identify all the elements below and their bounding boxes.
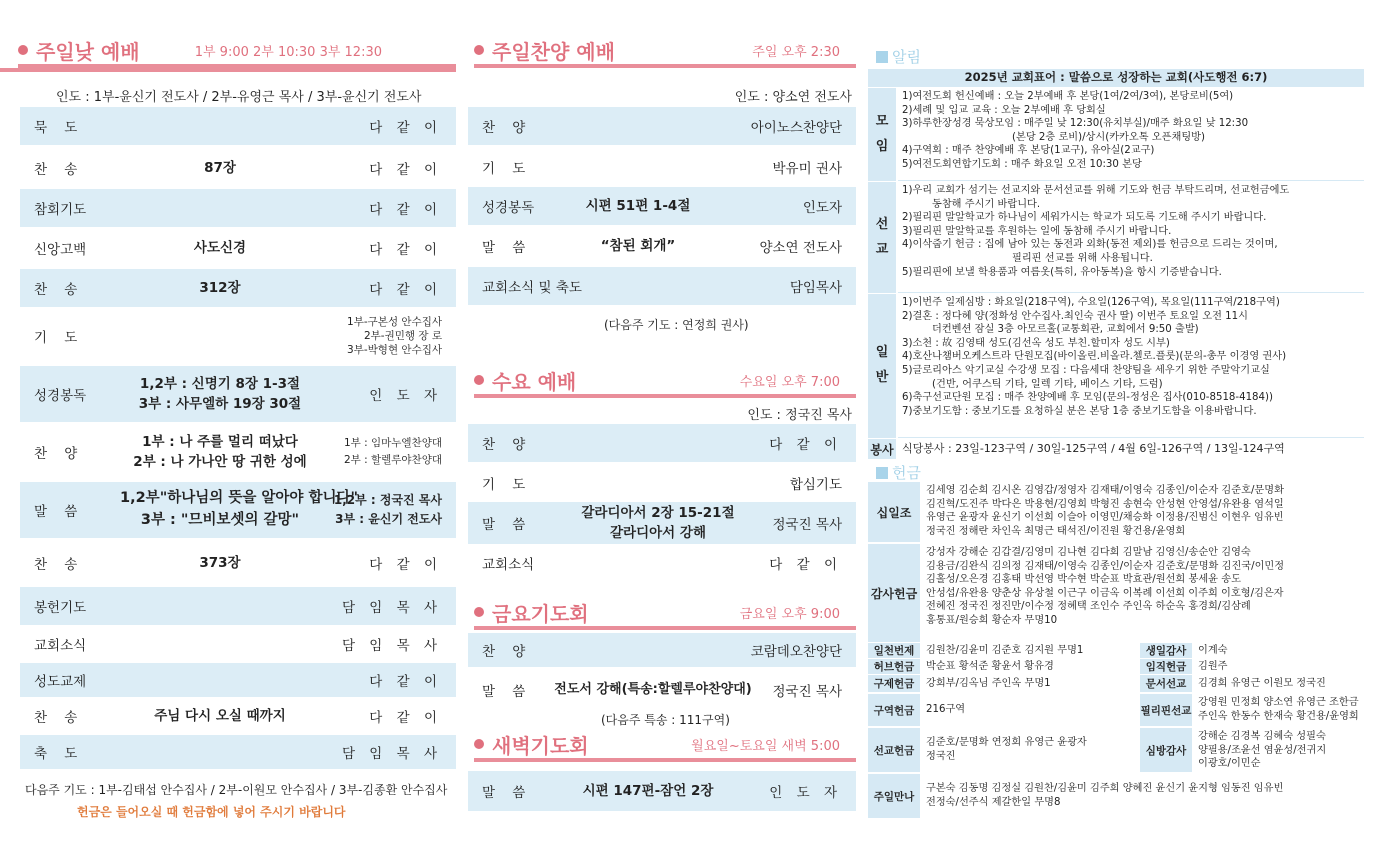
offerings-heading-text: 헌금 (892, 464, 921, 482)
sunday-row-responsible: 다 같 이 (369, 282, 442, 298)
notice-line: 3)필리핀 말알학교를 후원하는 일에 동참해 주시기 바랍니다. (902, 225, 1172, 237)
wednesday-title: 수요 예배 (492, 370, 577, 394)
offering-names-line: 양필용/조윤선 염윤성/전귀지 (1198, 744, 1327, 756)
praise-next-prayer: (다음주 기도 : 연정희 권사) (604, 318, 749, 332)
offering-names-line: 강성자 강해순 김갑결/김영미 김나현 김다희 김말남 김영신/송순안 김영숙 (926, 547, 1251, 558)
offering-names (1194, 675, 1364, 692)
sunday-row-content (120, 374, 320, 415)
sunday-row-label: 참회기도 (34, 202, 87, 218)
sunday-row-responsible: 다 같 이 (369, 162, 442, 178)
offering-label: 구역헌금 (868, 694, 920, 726)
sunday-rule (0, 68, 456, 72)
praise-order-row (468, 227, 856, 265)
notice-line: 2)세례 및 입교 교육 : 오늘 2부예배 후 당회실 (902, 104, 1106, 116)
offering-names-line: 홍통표/원승희 황순자 무명10 (926, 614, 1058, 626)
praise-row-responsible: 양소연 전도사 (759, 240, 842, 256)
praise-row-label: 교회소식 및 축도 (482, 280, 582, 296)
offering-names-line: 김원주 (1198, 661, 1228, 672)
sunday-row-responsible (344, 435, 442, 469)
offering-label: 허브헌금 (868, 659, 920, 674)
praise-title: 주일찬양 예배 (492, 40, 615, 64)
sunday-row-label: 찬 송 (34, 557, 78, 573)
wednesday-row-responsible: 합심기도 (789, 477, 842, 493)
wednesday-row-label: 기 도 (482, 477, 526, 493)
notice-line: 2)결혼 : 정다혜 양(정화성 안수집사.최인숙 권사 딸) 이번주 토요일 오전 11시 (902, 310, 1248, 322)
sunday-order-row (20, 663, 456, 697)
offering-names-line: 강희부/김옥님 주인옥 무명1 (926, 678, 1051, 689)
sunday-row-content-line: 2부 : 나 가나안 땅 귀한 성에 (133, 454, 307, 470)
friday-row-content: 전도서 강해(특송:할렐루야찬양대) (554, 682, 752, 698)
notice-line: 7)중보기도함 : 중보기도를 요청하실 분은 본당 1층 중보기도함을 이용바랍니다. (902, 405, 1257, 417)
offering-names-line: 김경희 유영근 이원모 정국진 (1198, 678, 1326, 689)
praise-order-row (468, 267, 856, 305)
bullet-icon (474, 739, 484, 749)
notice-line: (건반, 어쿠스틱 기타, 일렉 기타, 베이스 기타, 드럼) (932, 378, 1163, 390)
offering-names-line: 정국진 (926, 751, 956, 762)
praise-row-label: 성경봉독 (482, 200, 535, 216)
sunday-row-responsible-line: 3부 : 윤신기 전도사 (335, 512, 442, 526)
dawn-row-responsible: 인 도 자 (769, 785, 842, 801)
offering-names (1194, 643, 1364, 658)
praise-row-responsible: 담임목사 (789, 280, 842, 296)
notice-line: 4)이삭줍기 헌금 : 집에 남아 있는 동전과 외화(동전 제외)를 헌금으로 드리는 것이며, (902, 239, 1278, 251)
friday-section-header (474, 594, 856, 630)
sunday-row-label: 성경봉독 (34, 388, 87, 404)
dawn-order-row (468, 771, 856, 811)
dawn-row-content: 시편 147편-잠언 2장 (582, 782, 714, 799)
offering-names (922, 774, 1364, 818)
offering-names (922, 643, 1138, 658)
friday-row-responsible: 코람데오찬양단 (750, 644, 842, 660)
sunday-order-row (20, 189, 456, 227)
offering-names-line: 김원찬/김윤미 김준호 김지원 무명1 (926, 645, 1084, 656)
offering-names-line: 유영근 윤광자 윤신기 이선희 이슬아 이영민/채승화 이정용/진범신 이현우 임유빈 (926, 512, 1284, 524)
friday-next-special: (다음주 특송 : 111구역) (601, 713, 730, 727)
notice-group-body (898, 294, 1364, 438)
offering-names-line: 안성섭/유완용 양춘상 유상철 이근구 이금옥 이복례 이선희 이주희 이호형/김은자 (926, 587, 1284, 599)
praise-row-label: 기 도 (482, 161, 526, 177)
offering-names (1194, 694, 1364, 726)
notice-group-label-char: 임 (875, 138, 889, 154)
offering-label: 선교헌금 (868, 728, 920, 772)
sunday-row-responsible-line: 3부-박형현 안수집사 (347, 344, 442, 357)
sunday-row-responsible-line: 1부 : 임마누엘찬양대 (343, 437, 442, 450)
sunday-row-content: 312장 (199, 279, 241, 296)
sunday-order-row (20, 149, 456, 187)
wednesday-order-row (468, 502, 856, 544)
offering-label: 문서선교 (1140, 675, 1192, 692)
wednesday-row-content-line: 갈라디아서 2장 15-21절 (581, 504, 735, 521)
praise-order-row (468, 187, 856, 225)
praise-leader: 인도 : 양소연 전도사 (734, 90, 852, 105)
sunday-order-row (20, 107, 456, 145)
offering-names (1194, 659, 1364, 674)
service-body: 식당봉사 : 23일-123구역 / 30일-125구역 / 4월 6일-126구역 / 13일-124구역 (898, 439, 1364, 459)
praise-order-row (468, 107, 856, 145)
sunday-row-responsible: 다 같 이 (369, 242, 442, 258)
praise-row-responsible: 아이노스찬양단 (750, 120, 842, 136)
sunday-row-responsible: 담 임 목 사 (341, 746, 442, 762)
sunday-row-content: 373장 (199, 554, 241, 571)
sunday-row-label: 신앙고백 (34, 242, 87, 258)
sunday-row-content (120, 488, 359, 532)
offering-label: 구제헌금 (868, 675, 920, 692)
notice-line: 5)여전도회연합기도회 : 매주 화요일 오전 10:30 본당 (902, 158, 1142, 170)
wednesday-row-label: 교회소식 (482, 557, 535, 573)
church-motto-banner (868, 69, 1364, 87)
sunday-row-label: 교회소식 (34, 638, 87, 654)
sunday-row-responsible-line: 2부 : 할렐루야찬양대 (343, 454, 442, 466)
notice-line: 필리핀 선교를 위해 사용됩니다. (1012, 252, 1153, 264)
sunday-row-responsible-line: 1,2부 : 정국진 목사 (333, 492, 442, 507)
notice-line: 6)축구선교단원 모집 : 매주 찬양예배 후 모임(문의-정성은 집사(010-8518-4184)) (902, 392, 1273, 404)
bullet-icon (474, 375, 484, 385)
sunday-row-responsible (334, 491, 442, 529)
notice-line: 동참해 주시기 바랍니다. (932, 198, 1041, 210)
sunday-row-content-line: 3부 : "므비보셋의 갈망" (140, 512, 300, 528)
sunday-order-row (20, 587, 456, 625)
offering-names-line: 이계숙 (1198, 645, 1228, 656)
offering-label: 임직헌금 (1140, 659, 1192, 674)
notice-group-body (898, 88, 1364, 181)
offering-label: 필리핀선교 (1140, 694, 1192, 726)
bullet-icon (18, 45, 28, 55)
sunday-order-row (20, 309, 456, 363)
sunday-row-responsible: 다 같 이 (369, 674, 442, 690)
offering-names-line: 박순표 황석준 황윤서 황유경 (926, 661, 1054, 672)
friday-time: 금요일 오후 9:00 (739, 607, 840, 622)
praise-row-label: 찬 양 (482, 120, 526, 136)
offering-names-line: 김홀성/오은경 김홍태 박선영 박수현 박순표 박효관/원선희 봉세윤 송도 (926, 574, 1241, 586)
praise-section-header (474, 32, 856, 68)
wednesday-row-responsible: 다 같 이 (769, 437, 842, 453)
praise-time: 주일 오후 2:30 (752, 45, 840, 60)
sunday-order-row (20, 699, 456, 733)
dawn-time: 월요일~토요일 새벽 5:00 (691, 739, 840, 754)
notice-group-label-char: 일 (875, 345, 889, 361)
sunday-times: 1부 9:00 2부 10:30 3부 12:30 (194, 45, 382, 60)
friday-row-label: 찬 양 (482, 644, 526, 660)
offering-names-line: 216구역 (926, 704, 966, 716)
sunday-row-label: 말 씀 (34, 504, 78, 520)
square-bullet-icon (876, 467, 888, 479)
offering-names-line: 김준호/문명화 연정희 유영근 윤광자 (926, 737, 1087, 749)
offering-names-line: 전혜진 정국진 정진만/이수정 정혜택 조인수 주인옥 하순옥 홍경희/김삼례 (926, 601, 1251, 613)
offering-label: 일천번제 (868, 643, 920, 658)
friday-title: 금요기도회 (492, 602, 589, 626)
sunday-row-label: 봉헌기도 (34, 600, 87, 616)
offerings-heading (876, 462, 921, 483)
church-motto: 2025년 교회표어 : 말씀으로 성장하는 교회(사도행전 6:7) (964, 70, 1268, 84)
notice-group-label-char: 모 (875, 113, 889, 129)
notice-line: 1)이번주 일제심방 : 화요일(218구역), 수요일(126구역), 목요일(111구역/218구역) (902, 297, 1280, 308)
offering-names-line: 김용금/김완식 김의정 김재태/이영숙 김종인/이순자 김준호/문명화 김진국/이민정 (926, 560, 1285, 572)
notice-group-label (868, 294, 896, 438)
notice-line: 더컨벤션 잠실 3층 아모르홀(교통회관, 교회에서 9:50 출발) (932, 324, 1199, 336)
praise-row-responsible: 인도자 (802, 200, 842, 216)
praise-row-responsible: 박유미 권사 (772, 161, 842, 177)
sunday-row-responsible-line: 1부-구본성 안수집사 (347, 315, 442, 328)
notice-line: (본당 2층 로비)/상시(카카오톡 오픈채팅방) (1012, 131, 1205, 143)
sunday-row-responsible-line: 2부-권민행 장 로 (363, 329, 442, 342)
notice-line: 3)소천 : 故 김영태 성도(김선옥 성도 부친.할미자 성도 시부) (902, 337, 1170, 349)
wednesday-leader: 인도 : 정국진 목사 (747, 408, 852, 423)
bullet-icon (474, 45, 484, 55)
sunday-leader: 인도 : 1부-윤신기 전도사 / 2부-유영근 목사 / 3부-윤신기 전도사 (56, 90, 422, 105)
sunday-row-responsible: 담 임 목 사 (341, 638, 442, 654)
sunday-row-responsible: 인 도 자 (369, 388, 442, 404)
sunday-row-content-line: 1부 : 나 주를 멀리 떠났다 (142, 433, 298, 450)
sunday-row-content-line: 3부 : 사무엘하 19장 30절 (138, 396, 302, 412)
offering-label: 감사헌금 (868, 544, 920, 642)
offering-names (922, 694, 1138, 726)
offering-names-line: 전정숙/선주식 제갈한일 무명8 (926, 797, 1061, 808)
notices-heading-text: 알림 (892, 48, 921, 66)
offering-names-line: 구본숙 김동명 김정실 김원찬/김윤미 김주희 양혜진 윤신기 윤지형 임동진 임유빈 (926, 783, 1284, 795)
sunday-row-responsible (347, 315, 442, 358)
offering-names-line: 김세영 김순희 김시온 김영갑/정영자 김재태/이영숙 김종인/이순자 김준호/문명화 (926, 485, 1284, 496)
sunday-row-label: 찬 양 (34, 446, 78, 462)
notice-line: 3)하루한장성경 묵상모임 : 매주일 낮 12:30(유치부실)/매주 화요일 낮 12:30 (902, 118, 1249, 130)
sunday-row-responsible: 다 같 이 (369, 557, 442, 573)
wednesday-row-responsible: 정국진 목사 (772, 517, 842, 533)
wednesday-order-row (468, 424, 856, 462)
wednesday-order-row (468, 464, 856, 502)
notice-group-label-char: 반 (875, 370, 889, 385)
sunday-row-content: 87장 (204, 159, 236, 176)
dawn-row-label: 말 씀 (482, 785, 526, 801)
notice-group-label (868, 88, 896, 181)
dawn-section-header (474, 726, 856, 762)
sunday-title: 주일낮 예배 (36, 40, 140, 64)
sunday-row-responsible: 다 같 이 (369, 710, 442, 726)
offering-label: 생일감사 (1140, 643, 1192, 658)
sunday-row-content: 사도신경 (193, 239, 247, 256)
praise-row-content: “참된 회개” (600, 237, 676, 254)
notice-line: 5)글로리아스 악기교실 수강생 모집 : 다음세대 찬양팀을 세우기 위한 주말악기교실 (902, 364, 1270, 376)
offering-names-line: 김진혁/도진주 박다은 박용현/김영희 박형진 송현숙 안성현 안영섭/유완용 염석일 (926, 498, 1284, 510)
sunday-order-row (20, 735, 456, 769)
sunday-row-responsible: 다 같 이 (369, 120, 442, 136)
sunday-row-responsible: 담 임 목 사 (341, 600, 442, 616)
friday-order-row (468, 633, 856, 667)
offering-names-line: 강영원 민정희 양소연 유영근 조한금 (1198, 697, 1359, 708)
notices-heading (876, 46, 921, 67)
wednesday-order-row (468, 545, 856, 581)
sunday-order-row (20, 425, 456, 479)
offering-names (922, 675, 1138, 692)
notice-group-label (868, 182, 896, 293)
dawn-title: 새벽기도회 (492, 734, 589, 758)
offering-names-line: 이광호/이민순 (1198, 758, 1261, 770)
wednesday-row-content-line: 갈라디아서 강해 (610, 525, 706, 541)
square-bullet-icon (876, 51, 888, 63)
friday-order-row (468, 671, 856, 709)
sunday-row-responsible: 다 같 이 (369, 202, 442, 218)
sunday-order-row (20, 269, 456, 307)
sunday-row-label: 축 도 (34, 746, 78, 762)
sunday-row-label: 찬 송 (34, 710, 78, 726)
notice-group-label-char: 선 (875, 216, 889, 232)
sunday-order-row (20, 482, 456, 538)
notice-line: 1)여전도회 헌신예배 : 오늘 2부예배 후 본당(1여/2여/3여), 본당로비(5여) (902, 91, 1234, 102)
service-label: 봉사 (868, 439, 896, 459)
notice-group-body (898, 182, 1364, 293)
sunday-row-content (120, 432, 320, 473)
notice-line: 4)구역회 : 매주 찬양예배 후 본당(1교구), 유아실(2교구) (902, 145, 1155, 157)
sunday-row-label: 묵 도 (34, 120, 78, 136)
offering-names (922, 659, 1138, 674)
praise-row-label: 말 씀 (482, 240, 526, 256)
friday-row-label: 말 씀 (482, 684, 526, 700)
offering-names-line: 주인옥 한동수 한재숙 황건용/윤영희 (1198, 710, 1359, 722)
bullet-icon (474, 607, 484, 617)
sunday-row-label: 찬 송 (34, 282, 78, 298)
sunday-row-label: 기 도 (34, 330, 78, 346)
notice-line: 2)필리핀 말알학교가 하나님이 세워가시는 학교가 되도록 기도해 주시기 바랍니다. (902, 212, 1267, 224)
wednesday-row-content (528, 503, 788, 544)
wednesday-time: 수요일 오후 7:00 (739, 375, 840, 390)
sunday-next-prayer: 다음주 기도 : 1부-김태섭 안수집사 / 2부-이원모 안수집사 / 3부-김종환 안수집사 (25, 783, 448, 797)
notice-line: 5)필리핀에 보낼 학용품과 여름옷(특히, 유아동복)을 항시 기증받습니다. (902, 266, 1222, 278)
offering-label: 십일조 (868, 482, 920, 542)
offering-names-line: 정국진 정해란 차인옥 최명근 태석진/이진원 황건용/윤영희 (926, 525, 1186, 537)
offering-names (922, 544, 1364, 642)
praise-row-content: 시편 51편 1-4절 (585, 197, 691, 214)
wednesday-row-label: 찬 양 (482, 437, 526, 453)
notice-line: 4)호산나챔버오케스트라 단원모집(바이올린.비올라.첼로.플룻)(문의-총무 이경영 권사) (902, 351, 1287, 363)
sunday-section-header (18, 32, 456, 68)
wednesday-row-responsible: 다 같 이 (769, 557, 842, 573)
offering-label: 심방감사 (1140, 728, 1192, 772)
offering-names (922, 482, 1364, 542)
offering-names (1194, 728, 1364, 772)
sunday-row-content: 주님 다시 오실 때까지 (154, 707, 286, 724)
sunday-order-row (20, 229, 456, 267)
wednesday-section-header (474, 362, 856, 398)
wednesday-row-label: 말 씀 (482, 517, 526, 533)
sunday-order-row (20, 366, 456, 422)
friday-row-responsible: 정국진 목사 (772, 684, 842, 700)
sunday-row-content-line: 1,2부 : 신명기 8장 1-3절 (139, 375, 301, 392)
sunday-order-row (20, 627, 456, 661)
offering-names (922, 728, 1138, 772)
sunday-row-label: 찬 송 (34, 162, 78, 178)
praise-order-row (468, 149, 856, 185)
notice-group-label-char: 교 (875, 241, 889, 257)
sunday-row-content-line: 1,2부"하나님의 뜻을 알아야 합니다" (120, 490, 359, 507)
offering-names-line: 강해순 김경복 김혜숙 성필숙 (1198, 731, 1326, 742)
offering-label: 주일만나 (868, 774, 920, 818)
sunday-order-row (20, 543, 456, 583)
sunday-offering-note: 헌금은 들어오실 때 헌금함에 넣어 주시기 바랍니다 (77, 805, 346, 819)
notice-line: 1)우리 교회가 섬기는 선교지와 문서선교를 위해 기도와 헌금 부탁드리며, 선교헌금에도 (902, 185, 1290, 196)
sunday-row-label: 성도교제 (34, 674, 87, 690)
